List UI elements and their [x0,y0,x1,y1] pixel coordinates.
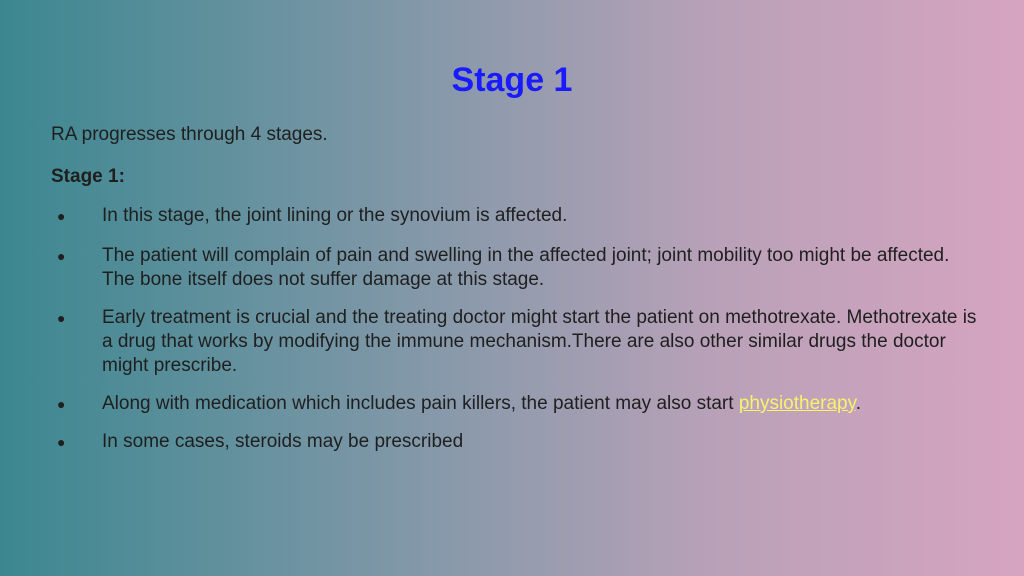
list-item [51,244,986,292]
list-item [51,204,986,228]
bullet-text: The patient will complain of pain and swelling in the affected joint; joint mobility too might be affected. The bone itself does not suffer damage at this stage. [102,245,950,290]
list-item [51,306,986,378]
bullet-icon: ● [57,434,66,450]
physiotherapy-link[interactable]: physiotherapy [738,393,856,414]
subheading: Stage 1: [51,166,125,187]
bullet-text: Early treatment is crucial and the treating doctor might start the patient on methotrexate. Methotrexate is a drug that works by modifying the immune mechanism.There are also other similar drugs the doctor might prescribe. [102,307,977,376]
bullet-icon: ● [57,310,66,326]
bullet-text-before: Along with medication which includes pain killers, the patient may also start [102,393,739,414]
bullet-icon: ● [57,208,66,224]
bullet-text: In some cases, steroids may be prescribed [102,431,464,452]
bullet-text-after: . [855,393,861,414]
list-item [51,430,986,454]
bullet-list [51,204,986,470]
intro-text: RA progresses through 4 stages. [51,124,328,145]
bullet-icon: ● [57,396,66,412]
list-item [51,392,986,416]
slide-title: Stage 1 [451,61,573,99]
bullet-icon: ● [57,248,66,264]
bullet-text: In this stage, the joint lining or the synovium is affected. [102,205,568,226]
